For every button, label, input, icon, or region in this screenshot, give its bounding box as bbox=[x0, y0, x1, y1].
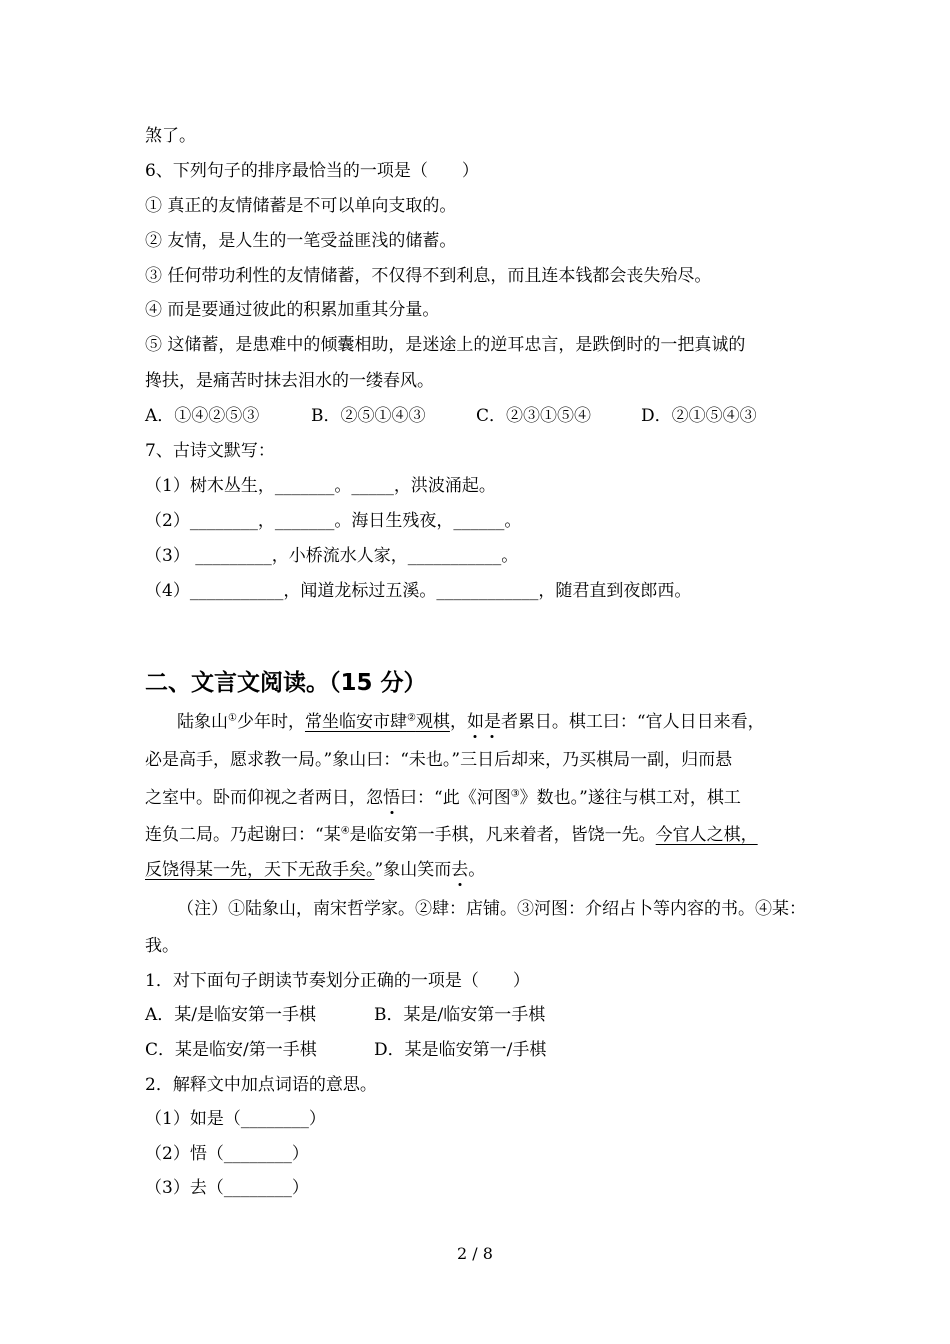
passage-text: ， bbox=[449, 712, 467, 732]
footnote-mark: ② bbox=[406, 712, 416, 724]
passage-line-2: 必是高手，愿求教一局。”象山曰：“未也。”三日后却来，乃买棋局一副，归而悬 bbox=[145, 750, 733, 770]
underlined-phrase bbox=[305, 712, 450, 732]
passage-text: 之室中。卧而仰视之者两日，忽 bbox=[145, 788, 383, 808]
footnote-mark: ① bbox=[228, 712, 237, 724]
passage-text: 者累日。棋工曰：“官人日日来看， bbox=[500, 712, 765, 732]
dotted-word: 去 bbox=[451, 855, 468, 880]
q6-options bbox=[145, 401, 757, 426]
q6-option-a: A．①④②⑤③ bbox=[145, 406, 260, 426]
q6-sentence-5a: ⑤ 这储蓄，是患难中的倾囊相助，是迷途上的逆耳忠言，是跌倒时的一把真诚的 bbox=[145, 335, 746, 355]
passage-text: 》数也。”遂往与棋工对，棋工 bbox=[519, 788, 741, 808]
q6-sentence-3: ③ 任何带功利性的友情储蓄，不仅得不到利息，而且连本钱都会丧失殆尽。 bbox=[145, 266, 712, 286]
question-1-options-cd bbox=[145, 1035, 546, 1060]
footnote-mark: ③ bbox=[510, 788, 520, 800]
q7-line-3: （3） _________，小桥流水人家，___________。 bbox=[145, 546, 519, 566]
underlined-phrase: 今官人之棋， bbox=[655, 825, 758, 845]
q7-line-1: （1）树木丛生，_______。_____，洪波涌起。 bbox=[145, 476, 496, 496]
question-1: 1．对下面句子朗读节奏划分正确的一项是（ ） bbox=[145, 971, 530, 991]
option-c: C．某是临安/第一手棋 bbox=[145, 1040, 317, 1060]
underlined-phrase: 反饶得某一先，天下无敌手矣。 bbox=[145, 860, 375, 880]
option-a: A．某/是临安第一手棋 bbox=[145, 1005, 317, 1025]
dotted-word: 是 bbox=[484, 707, 501, 732]
q6-sentence-5b: 搀扶，是痛苦时抹去泪水的一缕春风。 bbox=[145, 371, 434, 391]
q7-stem: 7、古诗文默写： bbox=[145, 441, 275, 461]
q7-line-4: （4）___________，闻道龙标过五溪。____________，随君直到夜郎西。 bbox=[145, 581, 692, 601]
passage-text: 曰：“此《河图 bbox=[400, 788, 511, 808]
option-b: B．某是/临安第一手棋 bbox=[374, 1005, 546, 1025]
question-2-item-3: （3）去（________） bbox=[145, 1178, 309, 1198]
note-line-1: （注）①陆象山，南宋哲学家。②肆：店铺。③河图：介绍占卜等内容的书。④某： bbox=[177, 899, 806, 919]
question-2-item-2: （2）悟（________） bbox=[145, 1144, 309, 1164]
question-2: 2．解释文中加点词语的意思。 bbox=[145, 1075, 377, 1095]
dotted-word: 悟 bbox=[383, 783, 400, 808]
q6-option-b: B．②⑤①④③ bbox=[311, 406, 426, 426]
passage-text: 陆象山 bbox=[177, 712, 228, 732]
passage-text: 常坐临安市肆 bbox=[304, 712, 407, 732]
passage-line-3 bbox=[145, 783, 741, 808]
passage-text: 观棋 bbox=[415, 712, 450, 732]
q6-sentence-4: ④ 而是要通过彼此的积累加重其分量。 bbox=[145, 300, 440, 320]
q6-sentence-1: ① 真正的友情储蓄是不可以单向支取的。 bbox=[145, 196, 457, 216]
q6-sentence-2: ② 友情，是人生的一笔受益匪浅的储蓄。 bbox=[145, 231, 457, 251]
passage-text: 少年时， bbox=[236, 712, 305, 732]
passage-text: 。 bbox=[468, 860, 486, 880]
section-title: 二、文言文阅读。（15 分） bbox=[145, 670, 427, 696]
dotted-word: 如 bbox=[467, 707, 484, 732]
question-1-options-ab bbox=[145, 1000, 545, 1025]
passage-line-4 bbox=[145, 820, 758, 845]
note-line-2: 我。 bbox=[145, 936, 179, 956]
q6-stem: 6、下列句子的排序最恰当的一项是（ ） bbox=[145, 161, 479, 181]
passage-text: 是临安第一手棋，凡来着者，皆饶一先。 bbox=[349, 825, 656, 845]
q5-tail: 煞了。 bbox=[145, 126, 196, 146]
passage-line-5 bbox=[145, 855, 485, 880]
q6-option-c: C．②③①⑤④ bbox=[476, 406, 592, 426]
passage-text: ”象山笑而 bbox=[374, 860, 452, 880]
passage-line-1 bbox=[177, 707, 765, 732]
q7-line-2: （2）________，_______。海日生残夜，______。 bbox=[145, 511, 522, 531]
footnote-mark: ④ bbox=[340, 825, 350, 837]
option-d: D．某是临安第一/手棋 bbox=[374, 1040, 547, 1060]
question-2-item-1: （1）如是（________） bbox=[145, 1109, 326, 1129]
page-number: 2 / 8 bbox=[457, 1244, 493, 1263]
q6-option-d: D．②①⑤④③ bbox=[641, 406, 757, 426]
passage-text: 连负二局。乃起谢曰：“某 bbox=[145, 825, 341, 845]
